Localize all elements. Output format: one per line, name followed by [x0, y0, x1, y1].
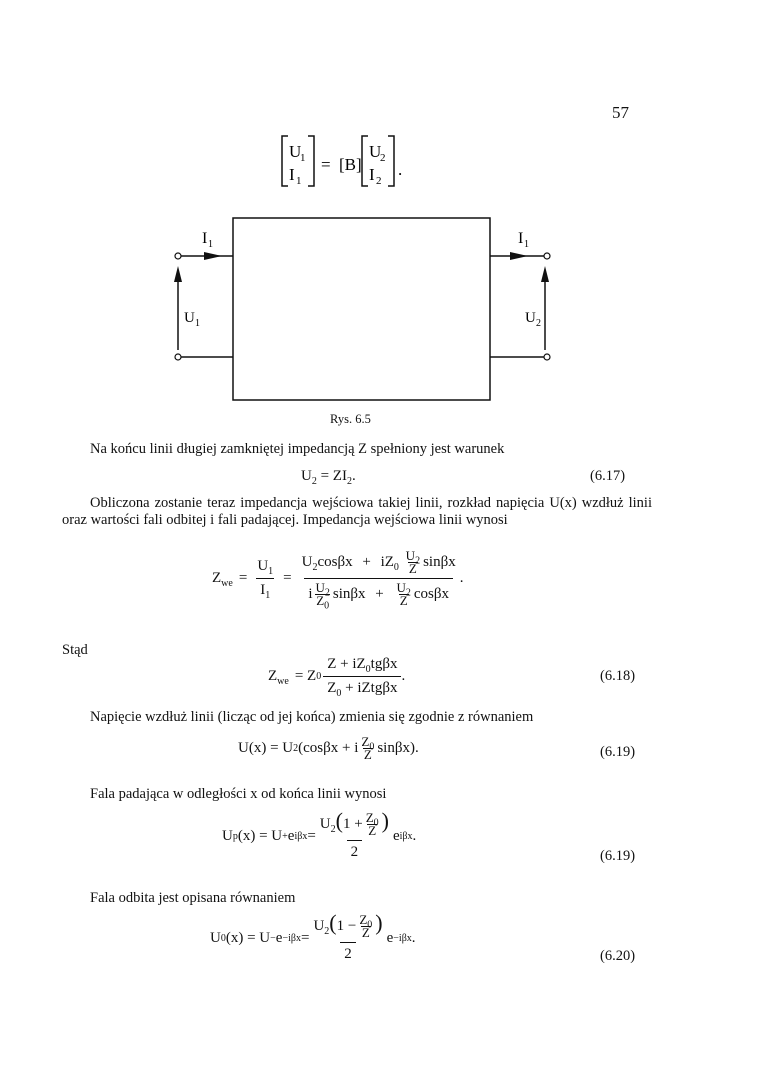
paragraph-1: Na końcu linii długiej zamkniętej impedancją Z spełniony jest warunek	[90, 441, 505, 457]
equation-6-19-a: U(x) = U 2 (cosβx + i $\frac{Z_0}{Z}$ sinβx) .	[238, 734, 419, 762]
matrix-u1-sub: 1	[300, 152, 306, 164]
equation-number-6-17: (6.17)	[590, 468, 626, 484]
label-u1-sub: 1	[195, 318, 200, 329]
current-arrow-right	[510, 252, 528, 260]
current-arrow-left	[204, 252, 222, 260]
matrix-period: .	[398, 160, 403, 179]
equation-6-20: U 0 (x) = U − e −iβx = $U_2(1$ − $\frac{Z_0}{Z}$ ) 2 e −iβx .	[210, 910, 416, 963]
two-port-box	[233, 218, 490, 400]
matrix-i2: I	[369, 165, 375, 184]
equation-6-17: $U_2 = ZI_2$.	[301, 468, 356, 487]
matrix-i2-sub: 2	[376, 175, 382, 187]
terminal-left-top	[175, 253, 181, 259]
equation-zwe: $Z_{we}$ = $\frac{U_1}{I_1}$ = $U_2\cos\beta x + iZ_0$ $\frac{U_2}{Z}$ sinβx i $\frac{U_2}{Z_0}$ sinβx + $\frac{U_2}{Z}$ cosβx .	[212, 548, 464, 612]
zwe-lhs: $Z_{we}$	[212, 570, 233, 589]
matrix-b: [B]	[339, 155, 362, 174]
matrix-u2: U	[369, 142, 382, 161]
equation-number-6-19-b: (6.19)	[600, 848, 636, 864]
paragraph-4: Fala padająca w odległości x od końca linii wynosi	[90, 786, 387, 802]
matrix-i1-sub: 1	[296, 175, 302, 187]
matrix-u2-sub: 2	[380, 152, 386, 164]
terminal-right-bottom	[544, 354, 550, 360]
terminal-right-top	[544, 253, 550, 259]
zwe-main-fraction: $U_2\cos\beta x + iZ_0$ $\frac{U_2}{Z}$ sinβx i $\frac{U_2}{Z_0}$ sinβx + $\frac{U_2}{Z}$ cosβx	[301, 548, 456, 612]
label-u1: U	[184, 310, 195, 326]
label-i1-left-sub: 1	[208, 239, 213, 250]
stad-label: Stąd	[62, 642, 88, 658]
label-u2-sub: 2	[536, 318, 541, 329]
equation-number-6-20: (6.20)	[600, 948, 636, 964]
equation-number-6-19-a: (6.19)	[600, 744, 636, 760]
matrix-equation	[270, 130, 450, 195]
label-i1-right-sub: 1	[524, 239, 529, 250]
page-number: 57	[612, 103, 629, 122]
two-port-diagram	[160, 210, 580, 405]
figure-caption: Rys. 6.5	[330, 412, 371, 426]
voltage-arrow-right	[541, 266, 549, 282]
matrix-u1: U	[289, 142, 302, 161]
matrix-i1: I	[289, 165, 295, 184]
equation-6-19-b: U p (x) = U + e iβx = $U_2(1$ + $\frac{Z_0}{Z}$ ) 2 e iβx .	[222, 808, 417, 861]
label-u2: U	[525, 310, 536, 326]
matrix-equals: =	[321, 155, 331, 174]
paragraph-2: Obliczona zostanie teraz impedancja wejściowa takiej linii, rozkład napięcia U(x) wzdłuż linii oraz wartości fali odbitej i fali padającej. Impedancja wejściowa linii wynosi	[62, 495, 652, 528]
equation-number-6-18: (6.18)	[600, 668, 636, 684]
terminal-left-bottom	[175, 354, 181, 360]
equation-6-18: $Z_{we}$ = Z 0 $Z + iZ_0tg\beta x$ $Z_0$ + iZtgβx .	[268, 656, 406, 699]
paragraph-3: Napięcie wzdłuż linii (licząc od jej końca) zmienia się zgodnie z równaniem	[90, 709, 534, 725]
label-i1-right: I	[518, 230, 524, 247]
paragraph-5: Fala odbita jest opisana równaniem	[90, 890, 296, 906]
label-i1-left: I	[202, 230, 208, 247]
voltage-arrow-left	[174, 266, 182, 282]
zwe-ui-fraction: $\frac{U_1}{I_1}$	[257, 558, 274, 601]
